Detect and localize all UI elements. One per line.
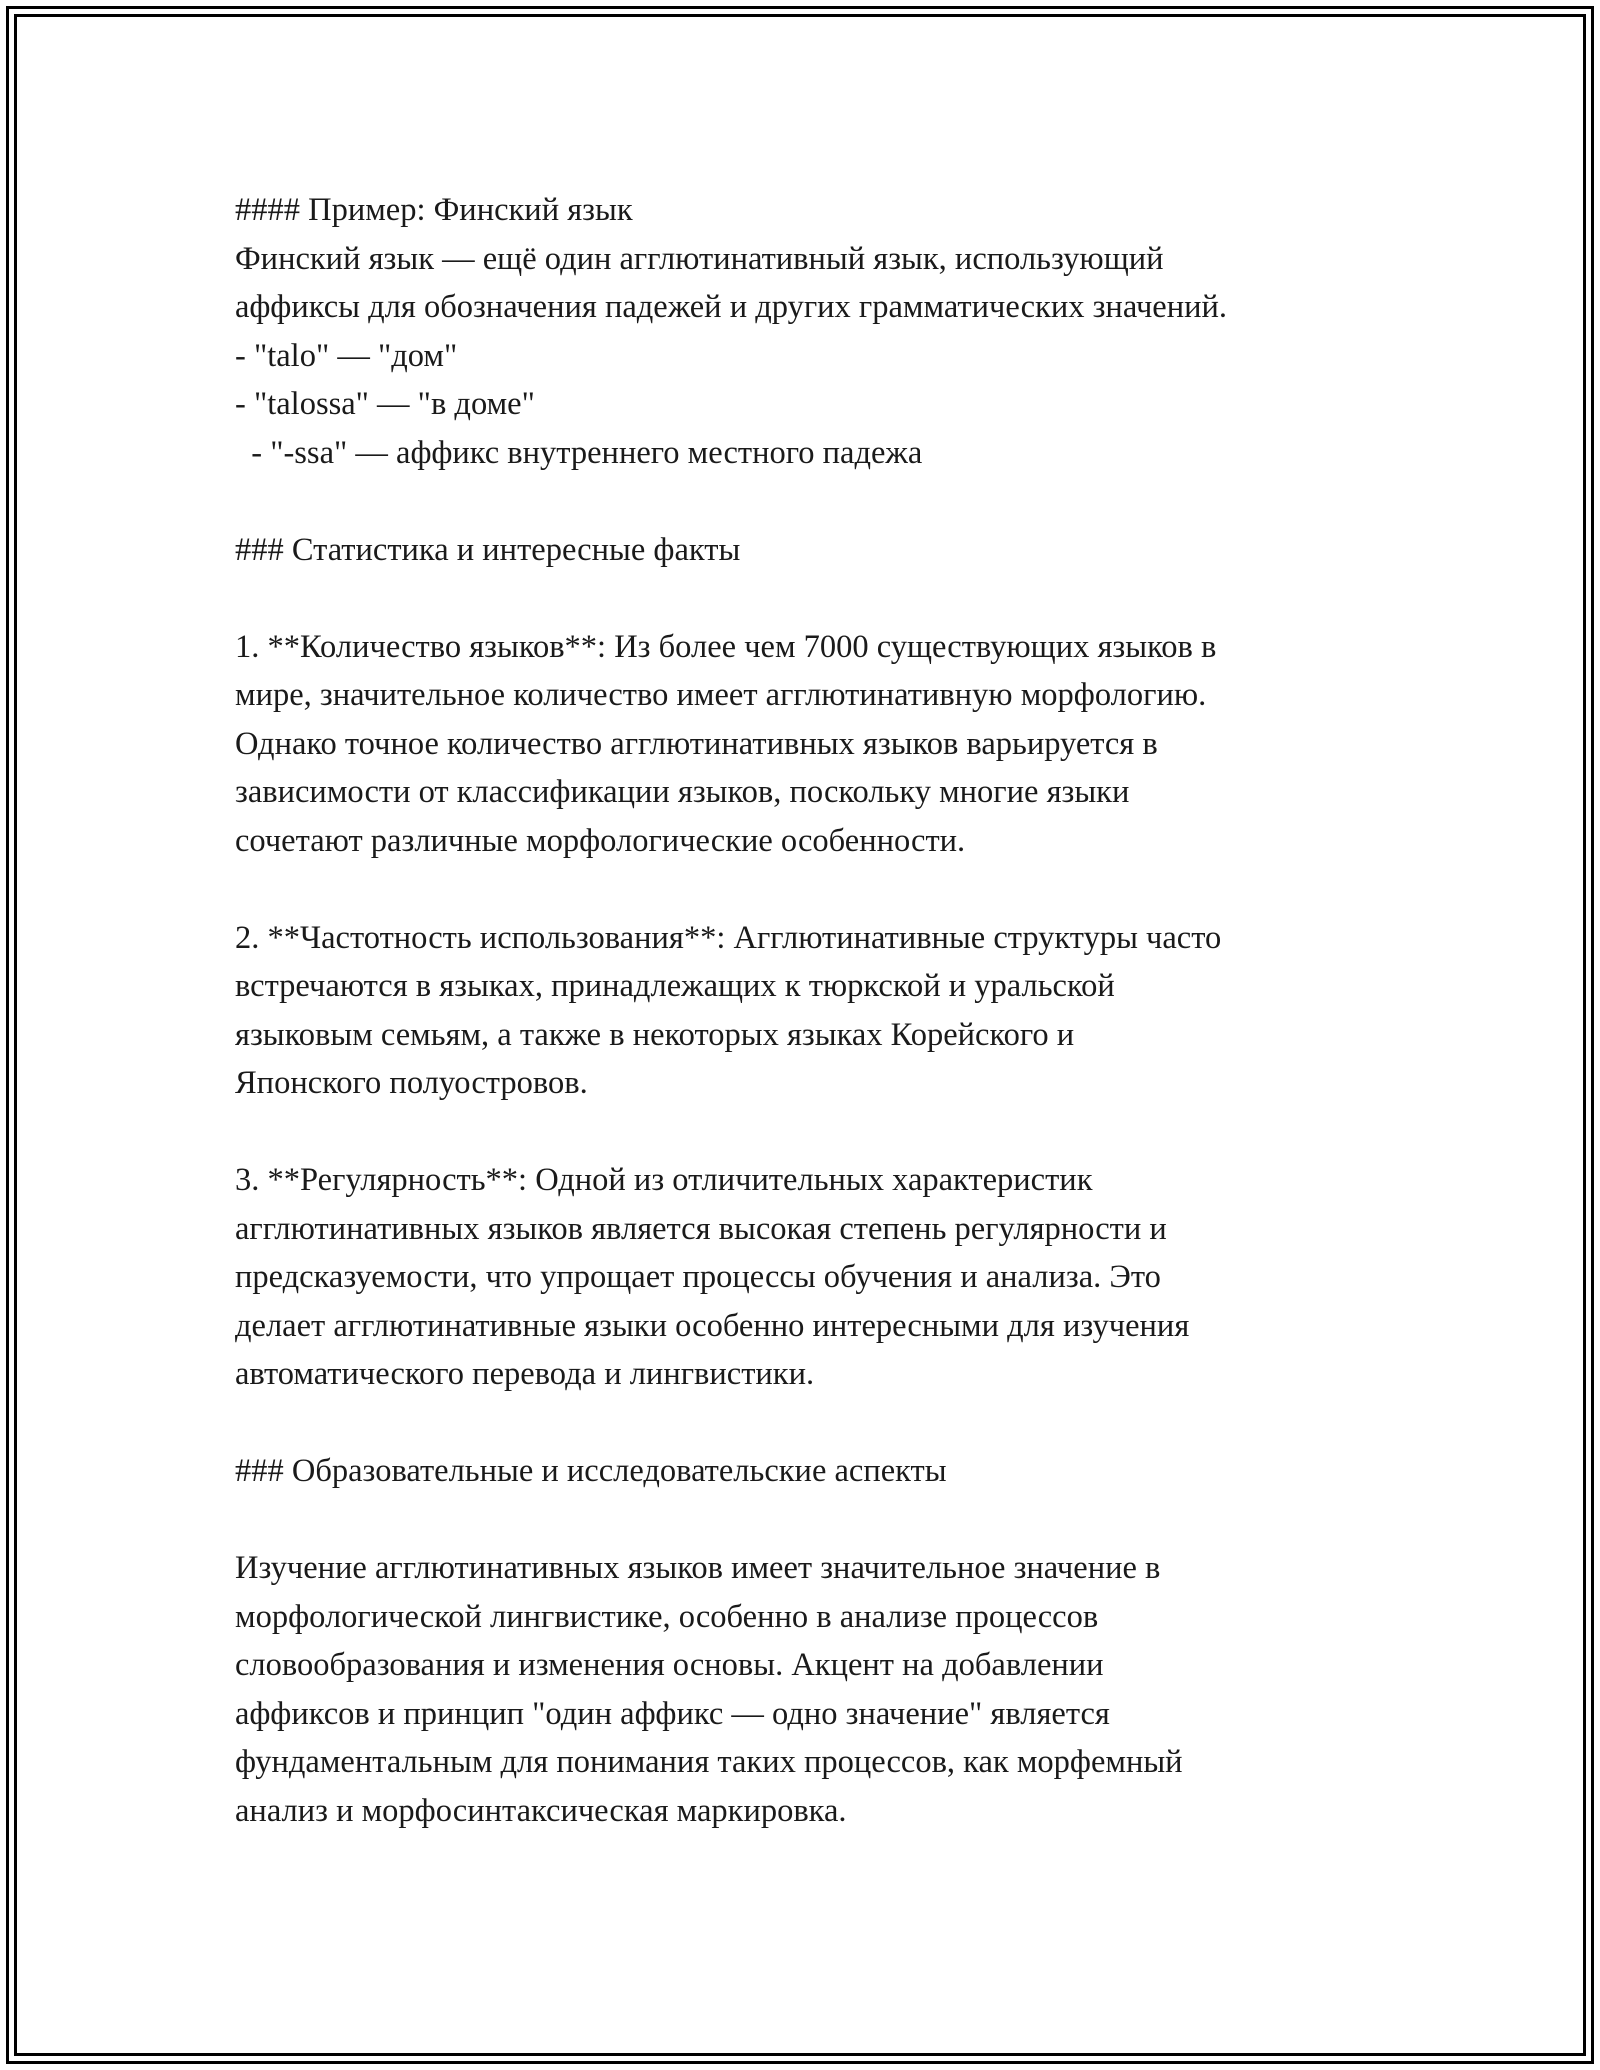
numbered-item-2: 2. **Частотность использования**: Агглютинативные структуры часто (235, 919, 1222, 956)
paragraph-line: аффиксов и принцип "один аффикс — одно значение" является (235, 1695, 1110, 1732)
text-line: встречаются в языках, принадлежащих к тюркской и уральской (235, 968, 1115, 1004)
blank-line (235, 865, 1415, 914)
blank-line (235, 477, 1415, 526)
blank-line (235, 1496, 1415, 1545)
list-item: - "talossa" — "в доме" (235, 386, 535, 422)
text-line: аффиксы для обозначения падежей и других грамматических значений. (235, 289, 1228, 325)
section-heading-finnish-example: #### Пример: Финский язык (235, 192, 633, 228)
blank-line (235, 1399, 1415, 1448)
text-line: агглютинативных языков является высокая степень регулярности и (235, 1210, 1167, 1247)
section-heading-education-research: ### Образовательные и исследовательские аспекты (235, 1453, 947, 1489)
nested-list-item: - "-ssa" — аффикс внутреннего местного падежа (235, 434, 923, 471)
text-line: Японского полуостровов. (235, 1065, 588, 1101)
paragraph-line: морфологической лингвистике, особенно в анализе процессов (235, 1598, 1099, 1635)
blank-line (235, 574, 1415, 623)
text-line: сочетают различные морфологические особенности. (235, 822, 966, 859)
paragraph-line: Изучение агглютинативных языков имеет значительное значение в (235, 1550, 1161, 1586)
text-line: Однако точное количество агглютинативных языков варьируется в (235, 725, 1158, 762)
paragraph-line: анализ и морфосинтаксическая маркировка. (235, 1792, 847, 1829)
section-heading-statistics: ### Статистика и интересные факты (235, 531, 741, 568)
text-line: автоматического перевода и лингвистики. (235, 1356, 815, 1392)
paragraph-line: словообразования и изменения основы. Акцент на добавлении (235, 1647, 1104, 1683)
paragraph-line: фундаментальным для понимания таких процессов, как морфемный (235, 1744, 1183, 1780)
text-line: языковым семьям, а также в некоторых языках Корейского и (235, 1016, 1075, 1053)
text-line: предсказуемости, что упрощает процессы обучения и анализа. Это (235, 1259, 1161, 1295)
numbered-item-3: 3. **Регулярность**: Одной из отличительных характеристик (235, 1162, 1093, 1198)
text-line: мире, значительное количество имеет агглютинативную морфологию. (235, 677, 1207, 713)
blank-line (235, 1108, 1415, 1157)
text-line: Финский язык — ещё один агглютинативный язык, использующий (235, 240, 1164, 277)
document-body (235, 186, 1415, 1835)
numbered-item-1: 1. **Количество языков**: Из более чем 7000 существующих языков в (235, 628, 1217, 665)
list-item: - "talo" — "дом" (235, 337, 458, 374)
text-line: делает агглютинативные языки особенно интересными для изучения (235, 1307, 1190, 1344)
text-line: зависимости от классификации языков, поскольку многие языки (235, 774, 1130, 810)
